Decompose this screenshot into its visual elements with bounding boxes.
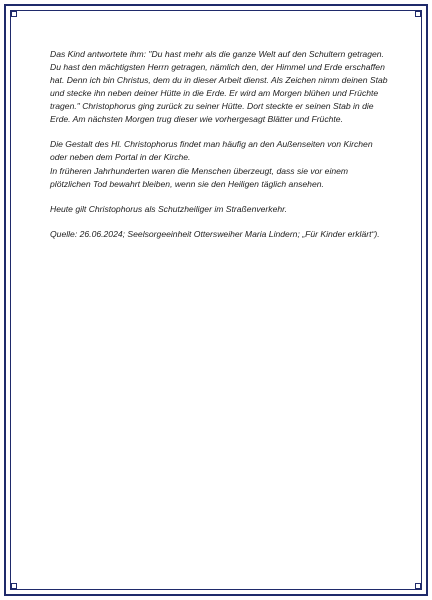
paragraph-church-figures: Die Gestalt des Hl. Christophorus findet man häufig an den Außenseiten von Kirchen oder neben dem Portal in der Kirche. In früheren Jahrhunderten waren die Menschen überzeugt, dass sie vor einem plötzlichen Tod bewahrt bleiben, wenn sie den Heiligen täglich ansehen. bbox=[50, 139, 373, 189]
document-body bbox=[50, 48, 390, 253]
paragraph-source: Quelle: 26.06.2024; Seelsorgeeinheit Ottersweiher Maria Lindern; „Für Kinder erklärt“). bbox=[50, 228, 380, 239]
paragraph-legend-ending: Das Kind antwortete ihm: "Du hast mehr als die ganze Welt auf den Schultern getragen. Du hast den mächtigsten Herrn getragen, nämlich den, der Himmel und Erde erschaffen hat. Denn ich bin Christus, dem du in dieser Arbeit dienst. Als Zeichen nimm deinen Stab und stecke ihn neben deiner Hütte in die Erde. Er wird am Morgen blühen und Früchte tragen." Christophorus ging zurück zu seiner Hütte. Dort steckte er seinen Stab in die Erde. Am nächsten Morgen trug dieser wie vorhergesagt Blätter und Früchte. bbox=[50, 49, 388, 125]
paragraph-patron-saint: Heute gilt Christophorus als Schutzheiliger im Straßenverkehr. bbox=[50, 203, 288, 214]
